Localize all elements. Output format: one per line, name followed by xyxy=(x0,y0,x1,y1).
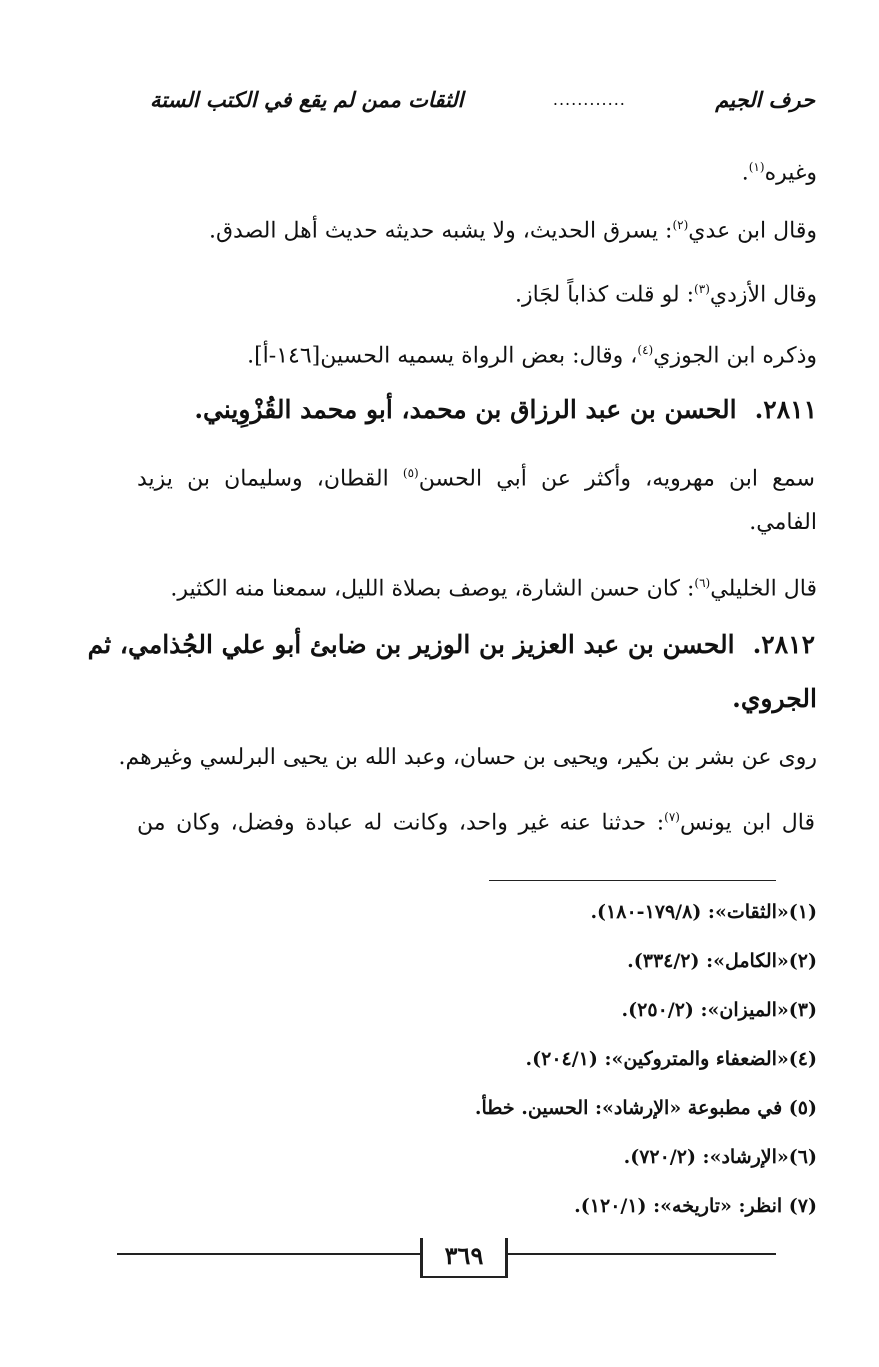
bottom-rule-left xyxy=(117,1253,420,1255)
body-line-6 xyxy=(137,456,815,496)
text: : يسرق الحديث، ولا يشبه حديثه حديث أهل الصدق. xyxy=(208,218,673,244)
footnote-ref: (١) xyxy=(748,160,765,174)
footnote-ref: (٢) xyxy=(672,218,689,232)
text: وغيره xyxy=(764,160,817,186)
footnote-1: (١)«الثقات»: (١٧٩/٨-١٨٠). xyxy=(590,901,817,923)
footnote-2: (٢)«الكامل»: (٣٣٤/٢). xyxy=(627,950,817,972)
text: قال ابن يونس xyxy=(679,810,815,836)
text: : حدثنا عنه غير واحد، وكانت له عبادة وفضل، وكان من xyxy=(137,810,665,836)
footnote-4: (٤)«الضعفاء والمتروكين»: (٢٠٤/١). xyxy=(525,1048,817,1070)
body-line-3 xyxy=(137,272,817,312)
body-line-12 xyxy=(137,800,815,840)
page-number: ٣٦٩ xyxy=(420,1238,508,1278)
entry-number: ٢٨١١. xyxy=(754,395,817,424)
text: ، وقال: بعض الرواة يسميه الحسين[١٤٦-أ]. xyxy=(247,343,638,369)
entry-name: الحسن بن عبد العزيز بن الوزير بن ضابئ أبو علي الجُذامي، ثم xyxy=(87,630,735,659)
entry-number: ٢٨١٢. xyxy=(752,630,815,659)
header-dots: ............ xyxy=(552,89,626,109)
footnote-ref: (٣) xyxy=(694,282,710,296)
footnote-3: (٣)«الميزان»: (٢٥٠/٢). xyxy=(621,999,817,1021)
text: الفامي. xyxy=(749,510,817,535)
entry-name: الحسن بن عبد الرزاق بن محمد، أبو محمد القُزْوِيني. xyxy=(194,395,737,424)
text: القطان، وسليمان بن يزيد xyxy=(137,466,403,492)
text: . xyxy=(741,160,749,186)
header-chapter: حرف الجيم xyxy=(715,86,815,112)
bottom-rule-right xyxy=(508,1253,776,1255)
text: : كان حسن الشارة، يوصف بصلاة الليل، سمعنا منه الكثير. xyxy=(170,576,695,602)
footnote-ref: (٥) xyxy=(402,466,419,480)
running-header xyxy=(150,82,815,116)
body-line-1 xyxy=(137,150,817,190)
entry-name-cont: الجروي. xyxy=(732,684,817,713)
text: روى عن بشر بن بكير، ويحيى بن حسان، وعبد الله بن يحيى البرلسي وغيرهم. xyxy=(118,745,817,770)
text: وذكره ابن الجوزي xyxy=(653,343,817,369)
text: وقال الأزدي xyxy=(709,282,817,308)
footnote-7: (٧) انظر: «تاريخه»: (١٢٠/١). xyxy=(574,1195,817,1217)
text: وقال ابن عدي xyxy=(688,218,817,244)
body-line-11 xyxy=(118,741,817,775)
footnote-ref: (٤) xyxy=(637,343,654,357)
footnote-ref: (٧) xyxy=(664,810,680,824)
text: سمع ابن مهرويه، وأكثر عن أبي الحسن xyxy=(418,466,815,492)
footnote-6: (٦)«الإرشاد»: (٧٢٠/٢). xyxy=(623,1146,817,1168)
entry-heading-2812-cont xyxy=(137,682,817,716)
text: قال الخليلي xyxy=(710,576,817,602)
body-line-4 xyxy=(137,333,817,373)
body-line-7 xyxy=(137,506,817,540)
entry-heading-2811 xyxy=(137,393,817,427)
footnote-ref: (٦) xyxy=(694,576,711,590)
body-line-2 xyxy=(137,208,817,248)
footnote-separator xyxy=(489,880,776,881)
text: : لو قلت كذاباً لجَاز. xyxy=(515,282,695,308)
footnote-5: (٥) في مطبوعة «الإرشاد»: الحسين. خطأ. xyxy=(474,1097,817,1119)
body-line-8 xyxy=(137,566,817,606)
entry-heading-2812 xyxy=(87,628,815,662)
header-book-title: الثقات ممن لم يقع في الكتب الستة xyxy=(150,86,464,112)
